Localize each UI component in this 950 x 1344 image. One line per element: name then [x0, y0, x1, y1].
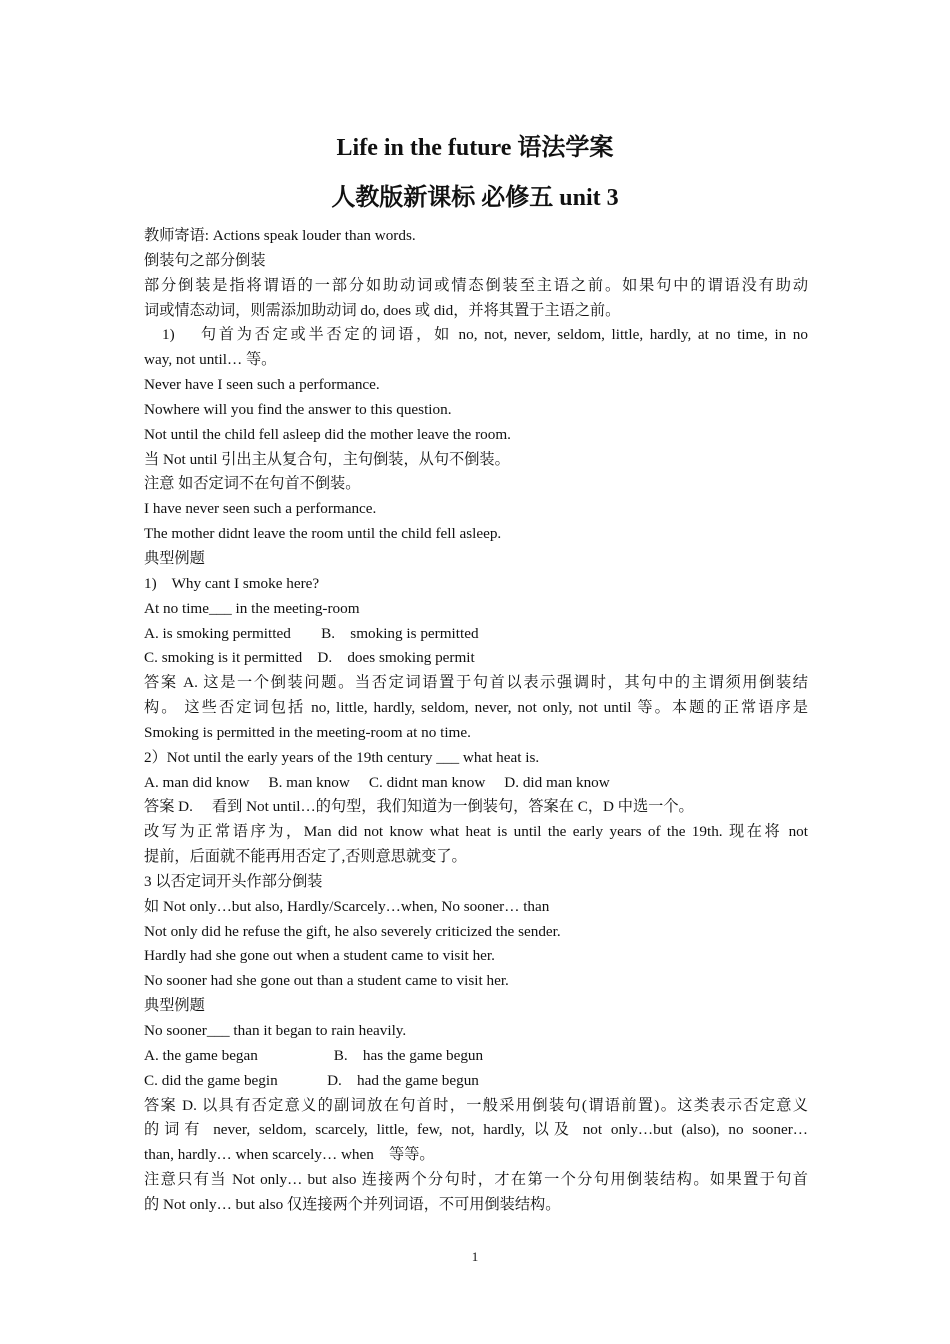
question: At no time___ in the meeting-room — [144, 599, 360, 617]
answer-options: A. the game began B. has the game begun — [144, 1046, 484, 1064]
rule-item-cont: way, not until… 等。 — [144, 351, 277, 369]
document-title: Life in the future 语法学案 — [336, 135, 614, 161]
answer-explanation: 改写为正常语序为，Man did not know what heat is until the early years of the 19th. 现在将 not — [144, 823, 808, 841]
section-heading: 典型例题 — [144, 549, 205, 567]
paragraph-line: 如 Not only…but also, Hardly/Scarcely…when, No sooner… than — [144, 897, 550, 915]
example-sentence: Not until the child fell asleep did the mother leave the room. — [144, 425, 511, 443]
note-line: 的 Not only… but also 仅连接两个并列词语，不可用倒装结构。 — [144, 1195, 561, 1213]
example-sentence: Nowhere will you find the answer to this question. — [144, 400, 452, 418]
answer-explanation: 构。 这些否定词包括 no, little, hardly, seldom, never, not only, not until 等。本题的正常语序是 — [144, 699, 808, 717]
example-sentence: The mother didnt leave the room until the child fell asleep. — [144, 525, 502, 543]
document-subtitle: 人教版新课标 必修五 unit 3 — [331, 185, 619, 211]
section-heading: 倒装句之部分倒装 — [144, 251, 266, 269]
paragraph-line: 部分倒装是指将谓语的一部分如助动词或情态倒装至主语之前。如果句中的谓语没有助动 — [144, 276, 808, 294]
example-sentence: Hardly had she gone out when a student came to visit her. — [144, 947, 495, 965]
answer-explanation: 的词有 never, seldom, scarcely, little, few, not, hardly, 以及 not only…but (also), no sooner… — [144, 1121, 808, 1139]
section-heading: 典型例题 — [144, 997, 205, 1015]
example-sentence: No sooner had she gone out than a student came to visit her. — [144, 972, 509, 990]
example-sentence: Not only did he refuse the gift, he also severely criticized the sender. — [144, 922, 561, 940]
answer-options: C. smoking is it permitted D. does smoking permit — [144, 649, 475, 667]
question: No sooner___ than it began to rain heavily. — [144, 1022, 407, 1039]
answer-explanation: 提前，后面就不能再用否定了,否则意思就变了。 — [144, 848, 467, 866]
page-number: 1 — [471, 1249, 479, 1264]
answer-options: A. man did know B. man know C. didnt man know D. did man know — [144, 773, 610, 791]
question: 2）Not until the early years of the 19th century ___ what heat is. — [144, 748, 540, 766]
note-line: 注意只有当 Not only… but also 连接两个分句时，才在第一个分句用倒装结构。如果置于句首 — [144, 1171, 808, 1189]
paragraph-line: 词或情态动词，则需添加助动词 do, does 或 did，并将其置于主语之前。 — [144, 301, 621, 319]
document-body — [144, 224, 808, 1218]
answer-explanation: than, hardly… when scarcely… when 等等。 — [144, 1146, 435, 1164]
note-line: 当 Not until 引出主从复合句，主句倒装，从句不倒装。 — [144, 450, 510, 468]
rule-item: 1) 句首为否定或半否定的词语，如 no, not, never, seldom, little, hardly, at no time, in no — [162, 326, 808, 344]
answer-explanation: 答案 D. 看到 Not until…的句型，我们知道为一倒装句，答案在 C，D 中选一个。 — [144, 798, 694, 816]
answer-explanation: 答案 A. 这是一个倒装问题。当否定词语置于句首以表示强调时，其句中的主谓须用倒装结 — [144, 674, 808, 692]
answer-options: C. did the game begin D. had the game begun — [144, 1071, 479, 1089]
answer-explanation: Smoking is permitted in the meeting-room at no time. — [144, 723, 471, 741]
answer-explanation: 答案 D. 以具有否定意义的副词放在句首时，一般采用倒装句(谓语前置)。这类表示否定意义 — [144, 1096, 808, 1114]
question: 1) Why cant I smoke here? — [144, 574, 320, 592]
example-sentence: Never have I seen such a performance. — [144, 376, 380, 394]
example-sentence: I have never seen such a performance. — [144, 500, 377, 518]
teacher-quote: 教师寄语: Actions speak louder than words. — [144, 227, 416, 244]
note-line: 注意 如否定词不在句首不倒装。 — [144, 475, 361, 493]
answer-options: A. is smoking permitted B. smoking is permitted — [144, 624, 479, 642]
section-heading: 3 以否定词开头作部分倒装 — [144, 872, 323, 890]
